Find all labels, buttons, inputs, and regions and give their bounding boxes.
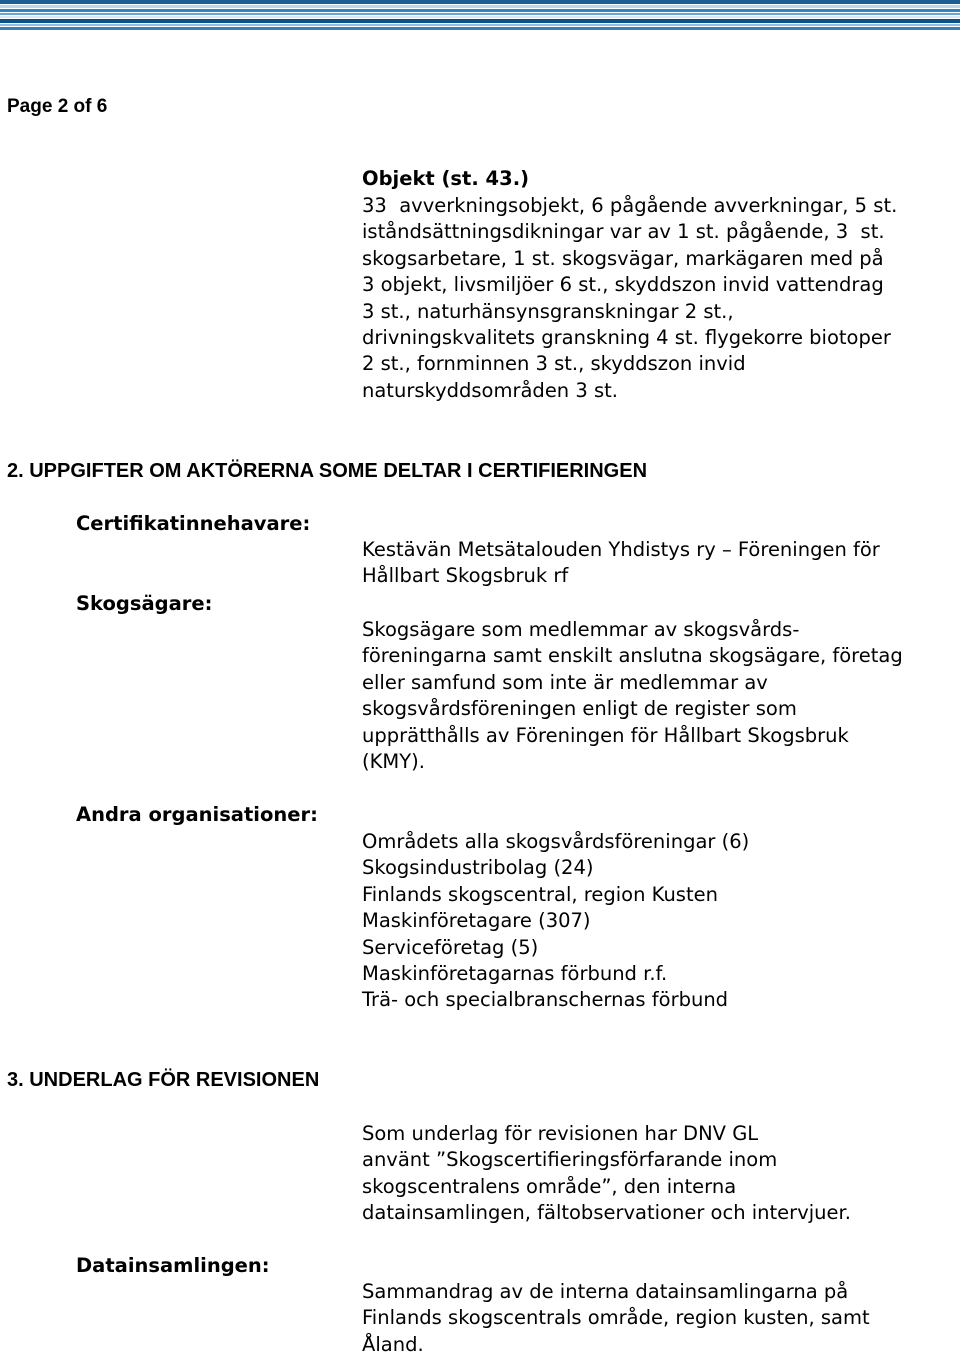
header-stripe [0, 13, 960, 15]
page-number: Page 2 of 6 [7, 96, 108, 117]
forest-owners-value [362, 617, 903, 775]
paragraph-line: Skogsägare som medlemmar av skogsvårds- [362, 618, 800, 641]
header-stripe [0, 19, 960, 23]
paragraph-line: skogscentralens område”, den interna [362, 1174, 737, 1198]
paragraph-line: (KMY). [362, 750, 425, 774]
section-3-heading: 3. UNDERLAG FÖR REVISIONEN [7, 1069, 320, 1091]
paragraph-line: 3 st., naturhänsynsgranskningar 2 st., [362, 299, 734, 323]
section-3-intro [362, 1121, 851, 1227]
paragraph-line: Sammandrag av de interna datainsamlingarna på [362, 1280, 849, 1303]
objekt-title: Objekt (st. 43.) [362, 167, 530, 190]
forest-owners-label: Skogsägare: [76, 592, 213, 615]
paragraph-line: Kestävän Metsätalouden Yhdistys ry – Föreningen för [362, 538, 880, 561]
paragraph-line: Finlands skogscentrals område, region kusten, samt [362, 1306, 870, 1330]
paragraph-line: datainsamlingen, fältobservationer och intervjuer. [362, 1201, 851, 1225]
paragraph-line: naturskyddsområden 3 st. [362, 378, 618, 402]
section-2-heading: 2. UPPGIFTER OM AKTÖRERNA SOME DELTAR I CERTIFIERINGEN [7, 460, 648, 482]
paragraph-line: iståndsättningsdikningar var av 1 st. pågående, 3 st. [362, 220, 885, 244]
paragraph-line: skogsarbetare, 1 st. skogsvägar, markägaren med på [362, 246, 884, 270]
paragraph-line: föreningarna samt enskilt anslutna skogsägare, företag [362, 644, 903, 668]
header-stripe [0, 5, 960, 8]
cert-holder-label: Certifikatinnehavare: [76, 512, 311, 535]
other-orgs-list [362, 829, 749, 1014]
list-item: Skogsindustribolag (24) [362, 856, 594, 880]
paragraph-line: skogsvårdsföreningen enligt de register som [362, 697, 797, 721]
other-orgs-label: Andra organisationer: [76, 803, 318, 826]
paragraph-line: 2 st., fornminnen 3 st., skyddszon invid [362, 352, 746, 376]
header-stripe [0, 16, 960, 18]
paragraph-line: 3 objekt, livsmiljöer 6 st., skyddszon invid vattendrag [362, 273, 884, 297]
header-stripe [0, 0, 960, 4]
paragraph-line: Som underlag för revisionen har DNV GL [362, 1122, 759, 1145]
paragraph-line: använt ”Skogscertifieringsförfarande inom [362, 1148, 778, 1172]
header-stripe [0, 9, 960, 12]
list-item: Maskinföretagarnas förbund r.f. [362, 962, 668, 986]
data-collection-value [362, 1279, 870, 1358]
list-item: Serviceföretag (5) [362, 935, 539, 959]
list-item: Finlands skogscentral, region Kusten [362, 882, 718, 906]
paragraph-line: upprätthålls av Föreningen för Hållbart Skogsbruk [362, 723, 849, 747]
paragraph-line: 33 avverkningsobjekt, 6 pågående avverkningar, 5 st. [362, 194, 898, 217]
list-item: Områdets alla skogsvårdsföreningar (6) [362, 830, 750, 853]
paragraph-line: eller samfund som inte är medlemmar av [362, 670, 768, 694]
paragraph-line: Åland. [362, 1332, 424, 1356]
paragraph-line: drivningskvalitets granskning 4 st. flygekorre biotoper [362, 326, 891, 350]
list-item: Trä- och specialbranschernas förbund [362, 988, 729, 1012]
paragraph-line: Hållbart Skogsbruk rf [362, 564, 569, 588]
cert-holder-value [362, 537, 880, 590]
header-stripe [0, 24, 960, 26]
header-stripe [0, 27, 960, 30]
list-item: Maskinföretagare (307) [362, 909, 591, 933]
objekt-paragraph [362, 193, 897, 404]
data-collection-label: Datainsamlingen: [76, 1254, 270, 1277]
